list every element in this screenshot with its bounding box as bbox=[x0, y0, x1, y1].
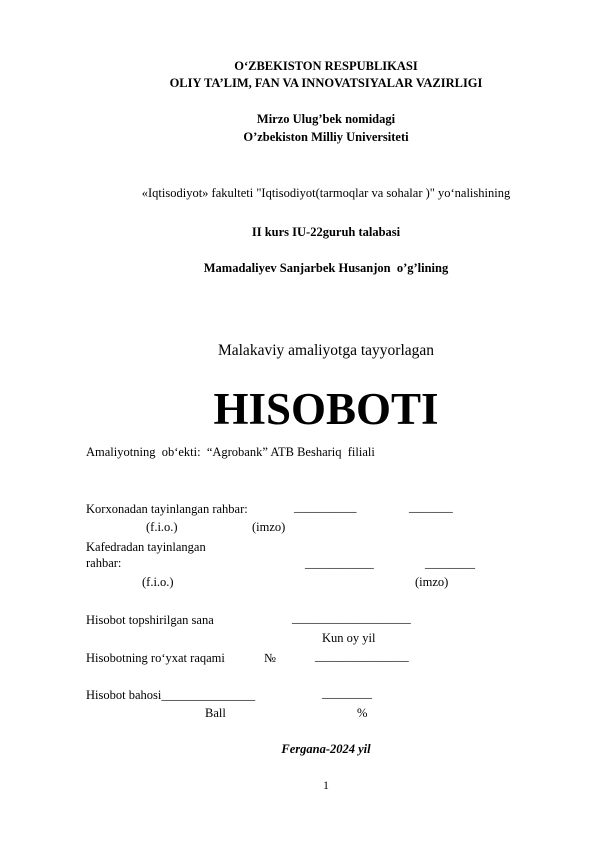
fio-caption-1: (f.i.o.) bbox=[146, 520, 178, 534]
dept-signature-line: ________ bbox=[425, 556, 475, 570]
date-caption: Kun oy yil bbox=[322, 631, 376, 645]
company-supervisor-label: Korxonadan tayinlangan rahbar: bbox=[86, 502, 248, 516]
dept-name-line: ___________ bbox=[305, 556, 374, 570]
number-sign: № bbox=[264, 651, 276, 665]
company-name-line: __________ bbox=[294, 500, 357, 514]
page-number: 1 bbox=[323, 780, 329, 792]
header-named-after: Mirzo Ulug’bek nomidagi bbox=[256, 112, 396, 126]
course-line: II kurs IU-22guruh talabasi bbox=[251, 225, 401, 239]
grade-percent-line: ________ bbox=[322, 686, 372, 700]
header-university: O’zbekiston Milliy Universiteti bbox=[243, 130, 409, 144]
faculty-line: «Iqtisodiyot» fakulteti "Iqtisodiyot(tarmoqlar va sohalar )" yo‘nalishining bbox=[141, 186, 511, 200]
object-line: Amaliyotning ob‘ekti: “Agrobank” ATB Beshariq filiali bbox=[86, 445, 375, 459]
header-republic: O‘ZBEKISTON RESPUBLIKASI bbox=[234, 59, 418, 73]
fio-caption-2: (f.i.o.) bbox=[142, 575, 174, 589]
percent-caption: % bbox=[357, 706, 368, 720]
ball-caption: Ball bbox=[205, 706, 226, 720]
student-name: Mamadaliyev Sanjarbek Husanjon o’g’lining bbox=[203, 261, 449, 275]
header-ministry: OLIY TA’LIM, FAN VA INNOVATSIYALAR VAZIRLIGI bbox=[169, 76, 483, 90]
imzo-caption-1: (imzo) bbox=[252, 520, 286, 534]
submit-date-label: Hisobot topshirilgan sana bbox=[86, 613, 214, 627]
prepared-line: Malakaviy amaliyotga tayyorlagan bbox=[217, 342, 435, 359]
company-signature-line: _______ bbox=[409, 500, 453, 514]
dept-supervisor-label-2: rahbar: bbox=[86, 556, 122, 570]
number-line: _______________ bbox=[315, 649, 409, 663]
list-number-label: Hisobotning ro‘yxat raqami bbox=[86, 651, 225, 665]
imzo-caption-2: (imzo) bbox=[415, 575, 449, 589]
report-title: HISOBOTI bbox=[213, 384, 439, 434]
grade-label: Hisobot bahosi_______________ bbox=[86, 688, 256, 702]
submit-date-line: ___________________ bbox=[292, 611, 411, 625]
city-year: Fergana-2024 yil bbox=[281, 742, 371, 756]
dept-supervisor-label-1: Kafedradan tayinlangan bbox=[86, 540, 206, 554]
